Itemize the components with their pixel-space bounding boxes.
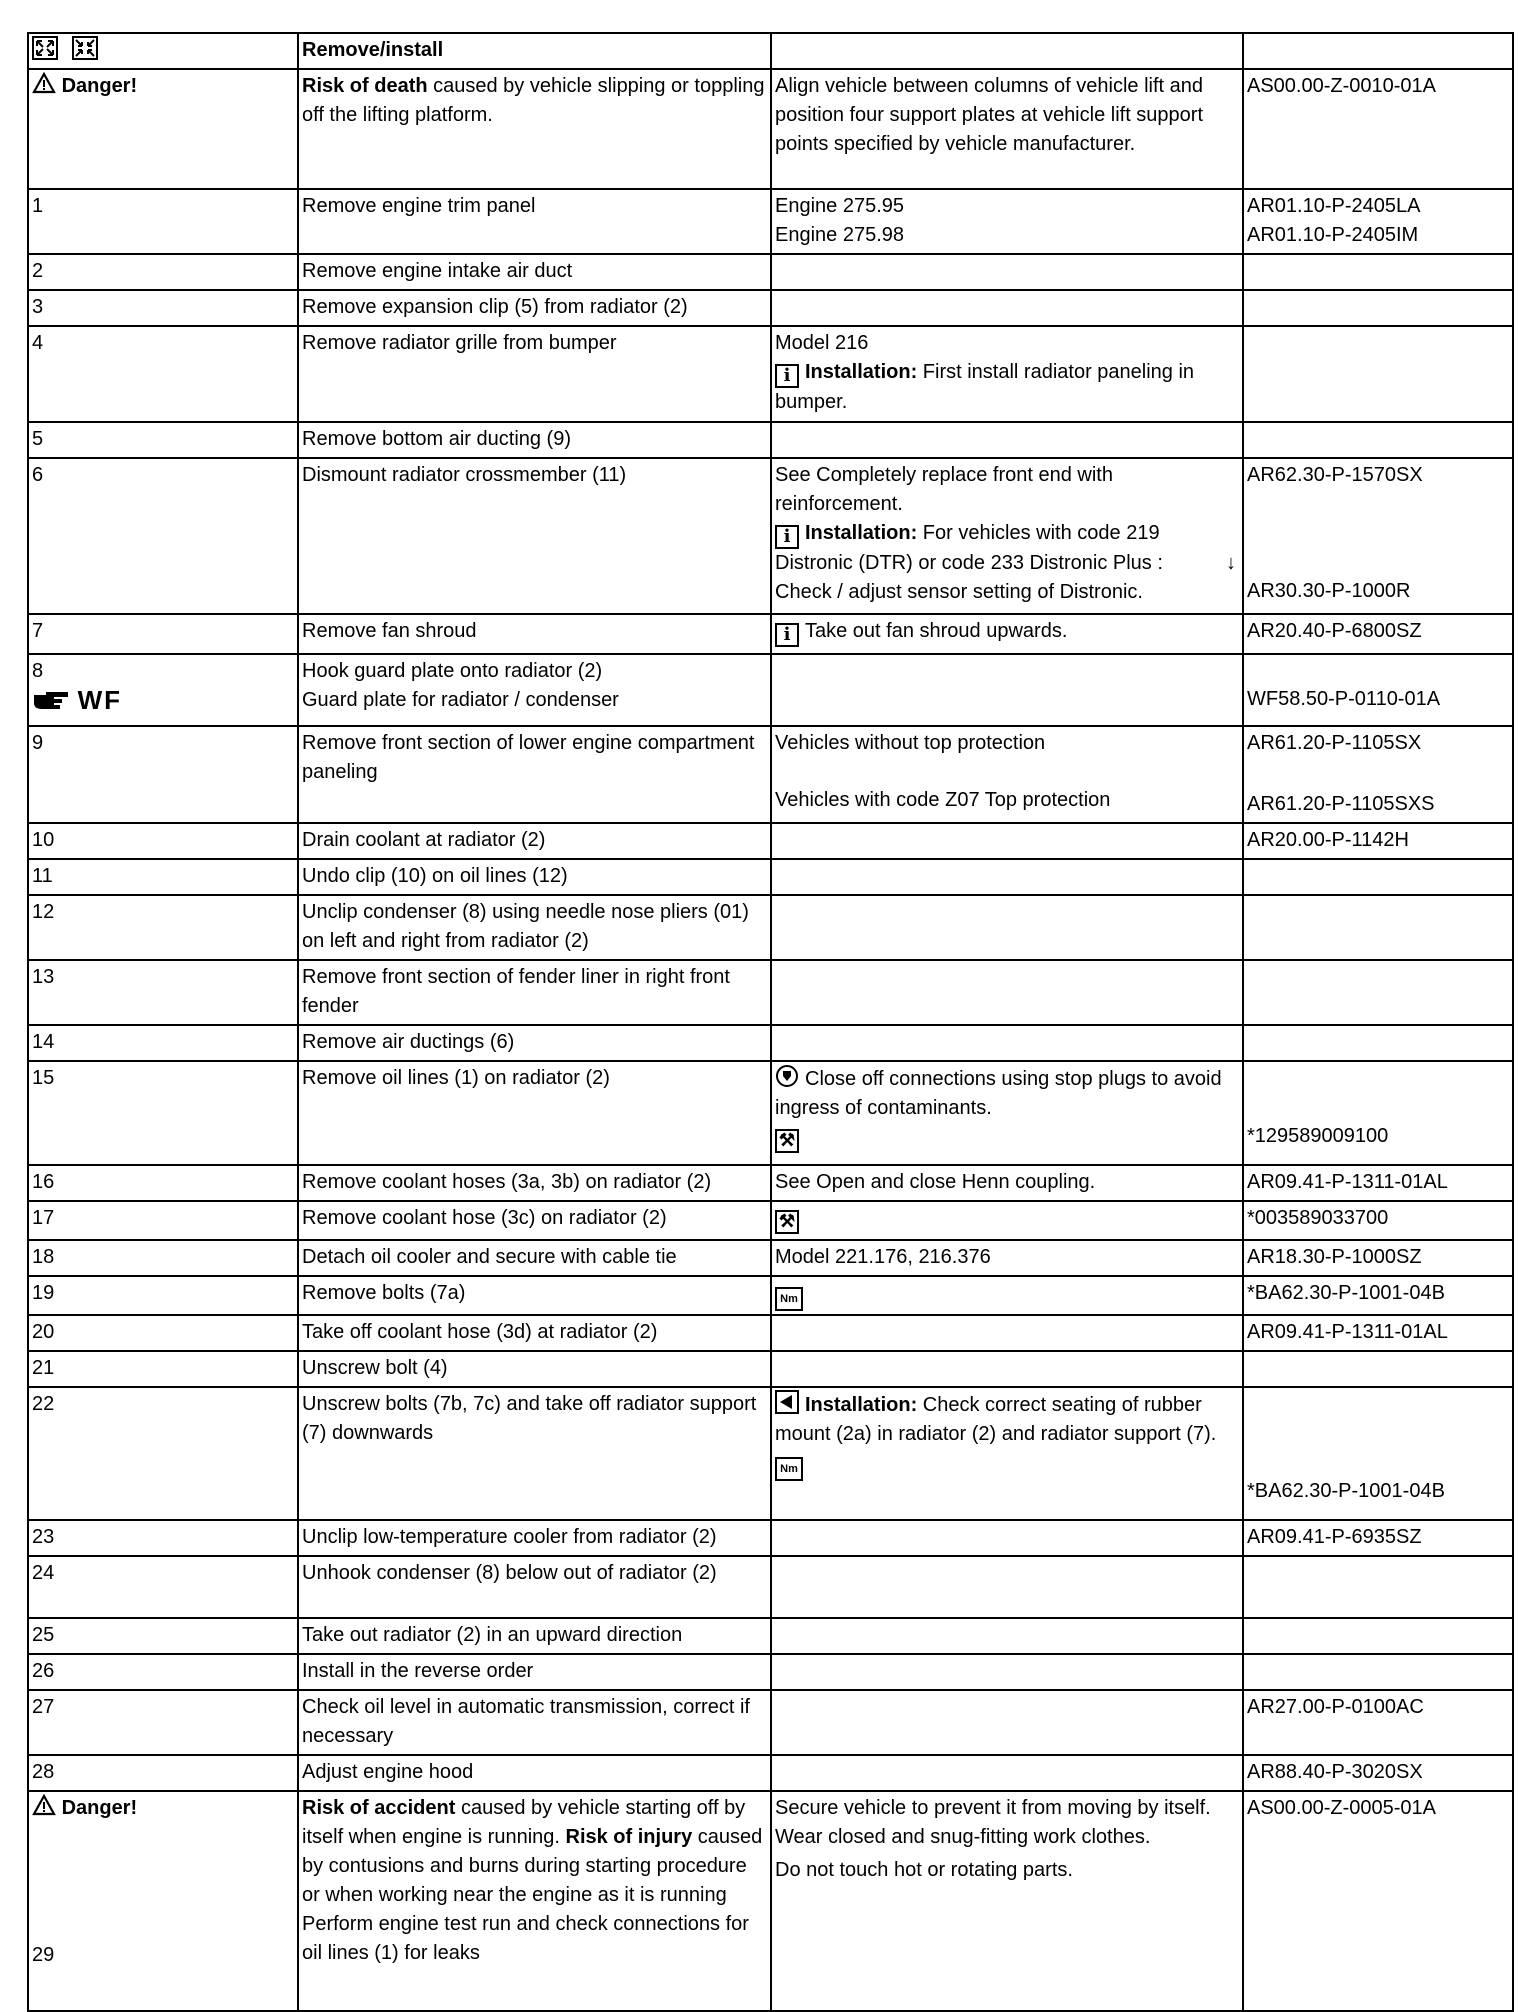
step-number: 19: [28, 1276, 298, 1315]
pointing-hand-icon: [32, 689, 72, 713]
danger-label: Danger!: [61, 75, 138, 97]
header-icons-cell: [28, 33, 298, 69]
step-number: 7: [28, 614, 298, 654]
note-cell: Installation: Check correct seating of rubber mount (2a) in radiator (2) and radiator support (7). Nm: [771, 1387, 1243, 1520]
action-cell: Take off coolant hose (3d) at radiator (2): [298, 1315, 771, 1351]
step-number: 23: [28, 1520, 298, 1556]
table-row: [28, 859, 1513, 895]
action-cell: Dismount radiator crossmember (11): [298, 458, 771, 614]
action-cell: Remove front section of fender liner in right front fender: [298, 960, 771, 1025]
step-number: 5: [28, 422, 298, 458]
action-cell: Unscrew bolt (4): [298, 1351, 771, 1387]
step-number: 26: [28, 1654, 298, 1690]
action-cell: Remove front section of lower engine compartment paneling: [298, 726, 771, 823]
ref-cell: AR61.20-P-1105SX AR61.20-P-1105SXS: [1243, 726, 1513, 823]
ref-cell: AR09.41-P-1311-01AL: [1243, 1165, 1513, 1201]
note-cell: See Open and close Henn coupling.: [771, 1165, 1243, 1201]
action-cell: Risk of death caused by vehicle slipping or toppling off the lifting platform.: [298, 69, 771, 189]
ref-cell: *BA62.30-P-1001-04B: [1243, 1387, 1513, 1520]
environment-protection-icon: [775, 1064, 799, 1088]
table-row: [28, 1240, 1513, 1276]
step-number: 25: [28, 1618, 298, 1654]
action-cell: Detach oil cooler and secure with cable tie: [298, 1240, 771, 1276]
step-number: 27: [28, 1690, 298, 1755]
note-cell: [771, 1201, 1243, 1240]
action-cell: Risk of accident caused by vehicle starting off by itself when engine is running. Risk of injury caused by contusions and burns during starting procedure or when working near the engine as it is running Perform engine test run and check connections for oil lines (1) for leaks: [298, 1791, 771, 2011]
action-cell: Remove radiator grille from bumper: [298, 326, 771, 422]
note-cell: [771, 1276, 1243, 1315]
special-tool-icon: ⚒: [775, 1129, 799, 1153]
action-cell: Remove expansion clip (5) from radiator (2): [298, 290, 771, 326]
action-cell: Install in the reverse order: [298, 1654, 771, 1690]
note-cell: Secure vehicle to prevent it from moving by itself. Wear closed and snug-fitting work clothes. Do not touch hot or rotating parts.: [771, 1791, 1243, 2011]
table-row: [28, 1690, 1513, 1755]
special-tool-icon: ⚒: [775, 1210, 799, 1234]
ref-cell: AR27.00-P-0100AC: [1243, 1690, 1513, 1755]
note-cell: See Completely replace front end with reinforcement. i Installation: For vehicles with code 219 Distronic (DTR) or code 233 Distronic Plus : ↓ Check / adjust sensor setting of Distronic.: [771, 458, 1243, 614]
info-icon: i: [775, 525, 799, 549]
installation-note-icon: [775, 1390, 799, 1414]
table-row: [28, 290, 1513, 326]
ref-cell: AR62.30-P-1570SX AR30.30-P-1000R: [1243, 458, 1513, 614]
ref-cell: AR88.40-P-3020SX: [1243, 1755, 1513, 1791]
ref-cell: AR09.41-P-1311-01AL: [1243, 1315, 1513, 1351]
table-row: [28, 1276, 1513, 1315]
danger-cell: [28, 1791, 298, 2011]
table-row: [28, 1791, 1513, 2011]
header-title: Remove/install: [298, 33, 771, 69]
ref-cell: AR01.10-P-2405LA AR01.10-P-2405IM: [1243, 189, 1513, 254]
step-number: 14: [28, 1025, 298, 1061]
table-row: [28, 1061, 1513, 1165]
step-cell: [28, 654, 298, 726]
table-row: [28, 1755, 1513, 1791]
note-cell: Model 216 i Installation: First install radiator paneling in bumper.: [771, 326, 1243, 422]
ref-cell: WF58.50-P-0110-01A: [1243, 654, 1513, 726]
note-cell: i Take out fan shroud upwards.: [771, 614, 1243, 654]
arrow-down-icon: ↓: [1226, 552, 1236, 574]
note-cell: Align vehicle between columns of vehicle lift and position four support plates at vehicle lift support points specified by vehicle manufacturer.: [771, 69, 1243, 189]
table-row: [28, 458, 1513, 614]
action-cell: Hook guard plate onto radiator (2) Guard plate for radiator / condenser: [298, 654, 771, 726]
step-number: 20: [28, 1315, 298, 1351]
step-number: 28: [28, 1755, 298, 1791]
note-cell: Close off connections using stop plugs to avoid ingress of contaminants. ⚒: [771, 1061, 1243, 1165]
step-number: 21: [28, 1351, 298, 1387]
table-row: [28, 1201, 1513, 1240]
danger-label: Danger!: [61, 1797, 138, 1819]
step-number: 18: [28, 1240, 298, 1276]
torque-icon: Nm: [775, 1457, 803, 1481]
action-cell: Drain coolant at radiator (2): [298, 823, 771, 859]
ref-cell: AR20.00-P-1142H: [1243, 823, 1513, 859]
step-number: 3: [28, 290, 298, 326]
table-header-row: [28, 33, 1513, 69]
table-row: [28, 1387, 1513, 1520]
step-number: 29: [32, 1944, 55, 1966]
action-cell: Remove oil lines (1) on radiator (2): [298, 1061, 771, 1165]
header-empty-cell: [771, 33, 1243, 69]
step-number: 6: [28, 458, 298, 614]
action-cell: Unscrew bolts (7b, 7c) and take off radiator support (7) downwards: [298, 1387, 771, 1520]
ref-cell: AR18.30-P-1000SZ: [1243, 1240, 1513, 1276]
action-cell: Adjust engine hood: [298, 1755, 771, 1791]
note-cell: Engine 275.95 Engine 275.98: [771, 189, 1243, 254]
action-cell: Unclip condenser (8) using needle nose pliers (01) on left and right from radiator (2): [298, 895, 771, 960]
header-empty-cell: [1243, 33, 1513, 69]
ref-cell: *129589009100: [1243, 1061, 1513, 1165]
step-number: 10: [28, 823, 298, 859]
step-number: 24: [28, 1556, 298, 1618]
collapse-icon: [72, 36, 98, 60]
action-cell: Remove bolts (7a): [298, 1276, 771, 1315]
table-row: [28, 1520, 1513, 1556]
table-row: [28, 1025, 1513, 1061]
action-cell: Take out radiator (2) in an upward direction: [298, 1618, 771, 1654]
table-row: [28, 895, 1513, 960]
action-cell: Remove fan shroud: [298, 614, 771, 654]
step-number: 22: [28, 1387, 298, 1520]
table-row: [28, 254, 1513, 290]
procedure-table: [27, 32, 1514, 2012]
table-row: [28, 1618, 1513, 1654]
expand-icon: [32, 36, 58, 60]
action-cell: Remove coolant hose (3c) on radiator (2): [298, 1201, 771, 1240]
ref-cell: AS00.00-Z-0005-01A: [1243, 1791, 1513, 2011]
ref-cell: *BA62.30-P-1001-04B: [1243, 1276, 1513, 1315]
action-cell: Check oil level in automatic transmission, correct if necessary: [298, 1690, 771, 1755]
step-number: 11: [28, 859, 298, 895]
step-number: 17: [28, 1201, 298, 1240]
table-row: [28, 326, 1513, 422]
step-number: 16: [28, 1165, 298, 1201]
step-number: 15: [28, 1061, 298, 1165]
action-cell: Undo clip (10) on oil lines (12): [298, 859, 771, 895]
warning-triangle-icon: [32, 1794, 56, 1816]
danger-cell: [28, 69, 298, 189]
torque-icon: Nm: [775, 1287, 803, 1311]
step-number: 13: [28, 960, 298, 1025]
table-row: [28, 1165, 1513, 1201]
action-cell: Unhook condenser (8) below out of radiator (2): [298, 1556, 771, 1618]
table-row: [28, 960, 1513, 1025]
table-row: [28, 1351, 1513, 1387]
table-row: [28, 1654, 1513, 1690]
table-row: [28, 726, 1513, 823]
action-cell: Remove engine intake air duct: [298, 254, 771, 290]
action-cell: Remove air ductings (6): [298, 1025, 771, 1061]
step-number: 12: [28, 895, 298, 960]
ref-cell: AS00.00-Z-0010-01A: [1243, 69, 1513, 189]
action-cell: Remove coolant hoses (3a, 3b) on radiator (2): [298, 1165, 771, 1201]
table-row: [28, 1556, 1513, 1618]
table-row: [28, 422, 1513, 458]
note-cell: Vehicles without top protection Vehicles with code Z07 Top protection: [771, 726, 1243, 823]
step-number: 1: [28, 189, 298, 254]
step-number: 2: [28, 254, 298, 290]
step-number: 8: [32, 660, 44, 682]
table-row: [28, 823, 1513, 859]
action-cell: Remove bottom air ducting (9): [298, 422, 771, 458]
ref-cell: AR09.41-P-6935SZ: [1243, 1520, 1513, 1556]
step-number: 9: [28, 726, 298, 823]
action-cell: Remove engine trim panel: [298, 189, 771, 254]
table-row: [28, 1315, 1513, 1351]
table-row: [28, 654, 1513, 726]
wf-label: WF: [77, 685, 122, 715]
ref-cell: AR20.40-P-6800SZ: [1243, 614, 1513, 654]
info-icon: i: [775, 364, 799, 388]
info-icon: i: [775, 623, 799, 647]
note-cell: Model 221.176, 216.376: [771, 1240, 1243, 1276]
table-row: [28, 69, 1513, 189]
table-row: [28, 614, 1513, 654]
table-row: [28, 189, 1513, 254]
action-cell: Unclip low-temperature cooler from radiator (2): [298, 1520, 771, 1556]
warning-triangle-icon: [32, 72, 56, 94]
step-number: 4: [28, 326, 298, 422]
ref-cell: *003589033700: [1243, 1201, 1513, 1240]
